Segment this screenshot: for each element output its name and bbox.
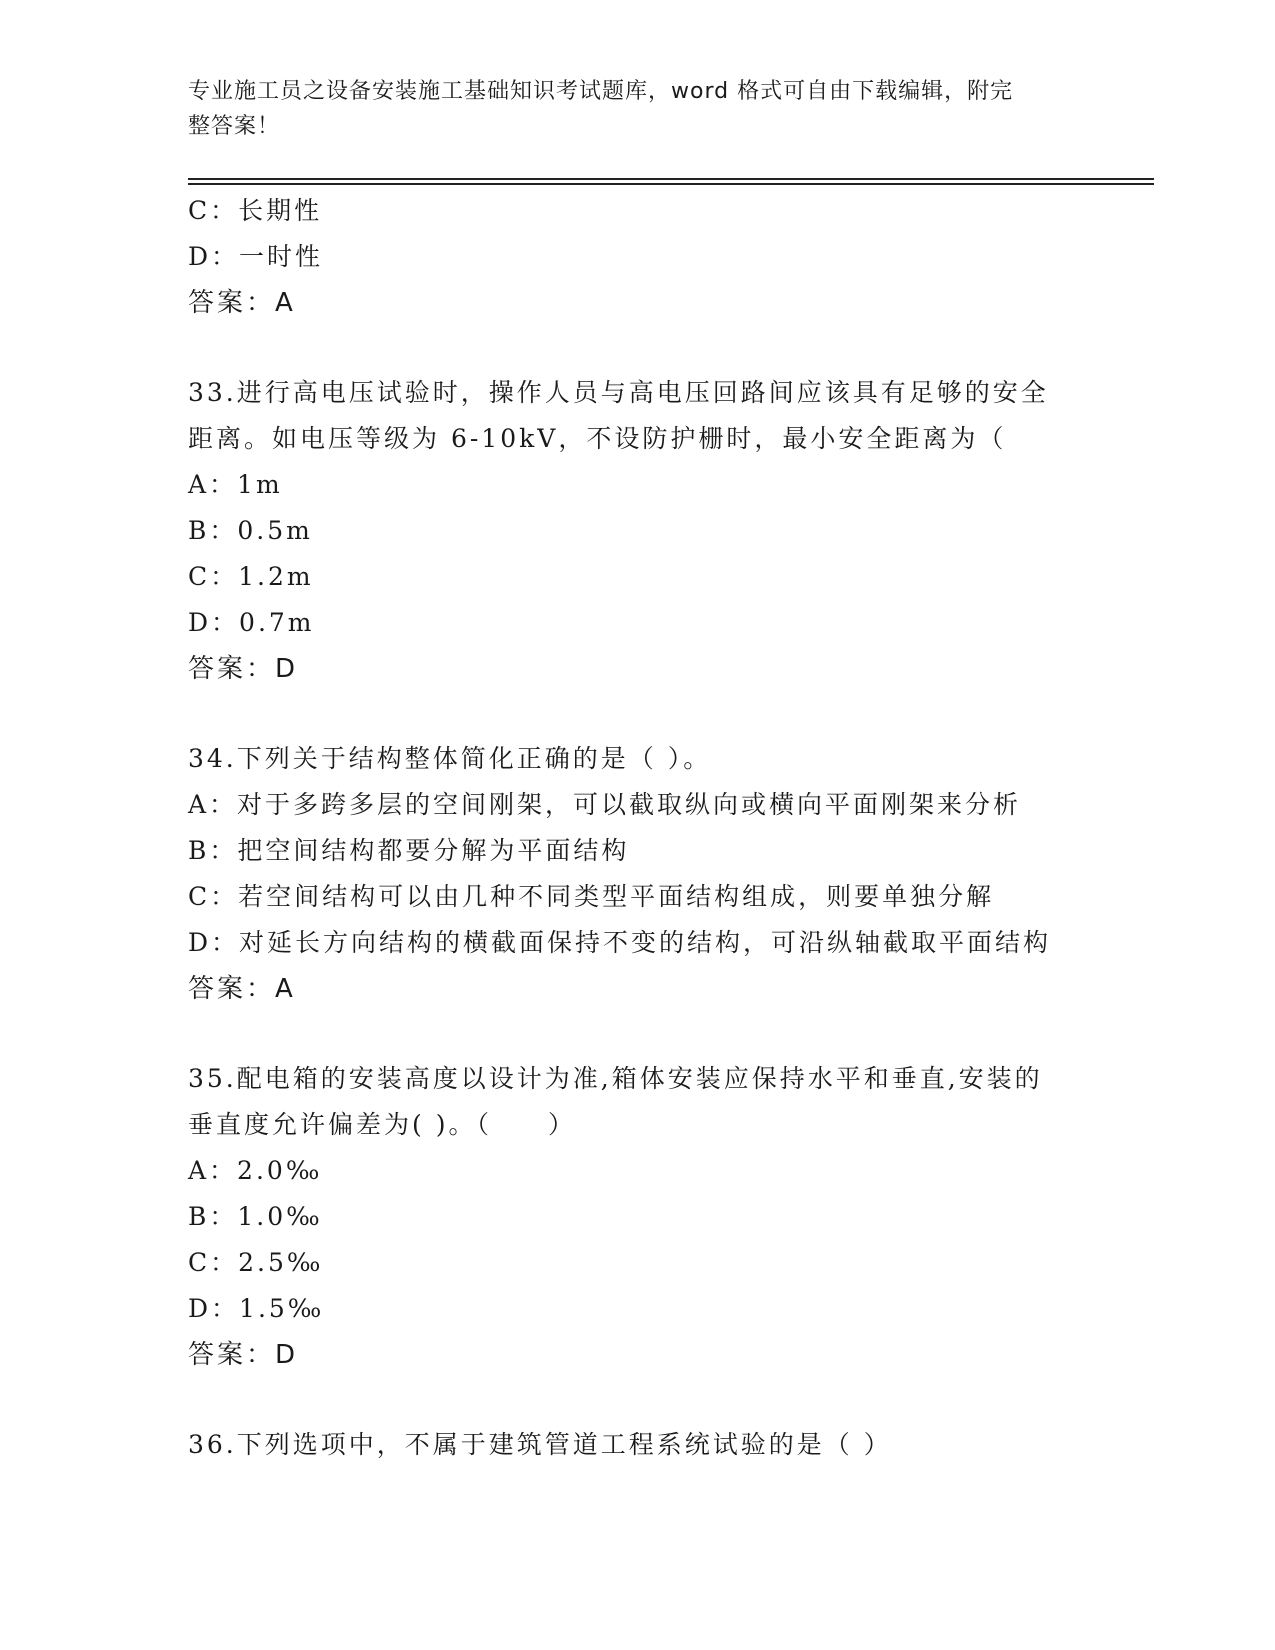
option-d: D：一时性	[188, 242, 324, 271]
question-36	[188, 1422, 1088, 1468]
option-c: C：1.2m	[188, 562, 314, 591]
option-b: B：1.0‰	[188, 1202, 323, 1231]
option-d: D：1.5‰	[188, 1294, 325, 1323]
question-text-line: 36.下列选项中，不属于建筑管道工程系统试验的是（ ）	[188, 1430, 892, 1459]
header-line-1: 专业施工员之设备安装施工基础知识考试题库，word 格式可自由下载编辑，附完	[188, 79, 1014, 104]
spacer	[188, 1012, 1088, 1056]
question-text-line: 34.下列关于结构整体简化正确的是（ ）。	[188, 744, 712, 773]
header-line-2: 整答案！	[188, 114, 281, 139]
question-32-continued	[188, 188, 1088, 326]
answer: 答案：D	[188, 654, 299, 684]
spacer	[188, 692, 1088, 736]
document-header	[188, 74, 1068, 144]
option-a: A：2.0‰	[188, 1156, 323, 1185]
spacer	[188, 326, 1088, 370]
answer: 答案：A	[188, 974, 296, 1004]
question-text-line: 垂直度允许偏差为( )。（ ）	[188, 1110, 576, 1139]
option-d: D：对延长方向结构的横截面保持不变的结构，可沿纵轴截取平面结构	[188, 928, 1052, 957]
question-33	[188, 370, 1088, 692]
option-b: B：把空间结构都要分解为平面结构	[188, 836, 630, 865]
option-c: C：若空间结构可以由几种不同类型平面结构组成，则要单独分解	[188, 882, 995, 911]
option-c: C：2.5‰	[188, 1248, 324, 1277]
question-text-line: 距离。如电压等级为 6-10kV，不设防护栅时，最小安全距离为（	[188, 424, 1007, 453]
option-a: A：1m	[188, 470, 283, 499]
question-text-line: 33.进行高电压试验时，操作人员与高电压回路间应该具有足够的安全	[188, 378, 1049, 407]
question-list	[188, 188, 1088, 1468]
option-a: A：对于多跨多层的空间刚架，可以截取纵向或横向平面刚架来分析	[188, 790, 1022, 819]
header-divider-bottom	[188, 183, 1154, 185]
option-d: D：0.7m	[188, 608, 315, 637]
question-35	[188, 1056, 1088, 1378]
option-b: B：0.5m	[188, 516, 313, 545]
question-text-line: 35.配电箱的安装高度以设计为准,箱体安装应保持水平和垂直,安装的	[188, 1064, 1043, 1093]
answer: 答案：D	[188, 1340, 299, 1370]
option-c: C：长期性	[188, 196, 323, 225]
spacer	[188, 1378, 1088, 1422]
header-divider-top	[188, 178, 1154, 180]
question-34	[188, 736, 1088, 1012]
answer: 答案：A	[188, 288, 296, 318]
